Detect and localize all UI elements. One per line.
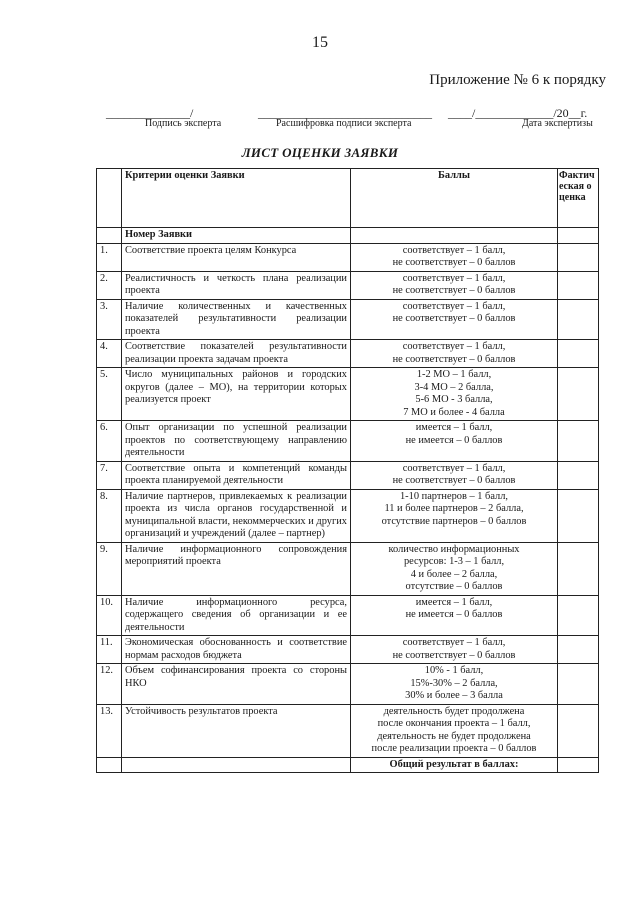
criterion-cell: Экономическая обоснованность и соответствие нормам расходов бюджета	[122, 636, 351, 664]
row-number: 4.	[97, 340, 122, 368]
score-line: не соответствует – 0 баллов	[392, 285, 516, 296]
score-line: 4 и более – 2 балла,	[410, 568, 498, 580]
score-line: 1-2 МО – 1 балл,	[416, 369, 492, 380]
date-line: ____/_____________/20__г.	[448, 106, 588, 120]
criterion-cell: Опыт организации по успешной реализации проектов по соответствующему направлению деятельности	[122, 421, 351, 462]
score-line: имеется – 1 балл,	[415, 422, 493, 433]
score-line: 15%-30% – 2 балла,	[410, 677, 498, 689]
table-row	[97, 704, 599, 757]
score-cell	[351, 243, 558, 271]
table-row	[97, 299, 599, 340]
total-empty-cell	[97, 757, 122, 773]
application-number-row	[97, 228, 599, 244]
appendix-note: Приложение № 6 к порядку	[429, 72, 606, 88]
score-cell	[351, 489, 558, 542]
score-line: соответствует – 1 балл,	[402, 244, 506, 256]
score-cell	[351, 368, 558, 421]
total-score-input[interactable]	[558, 757, 599, 773]
row-number: 5.	[97, 368, 122, 421]
score-cell	[351, 636, 558, 664]
score-line: не соответствует – 0 баллов	[392, 257, 516, 268]
score-cell	[351, 704, 558, 757]
score-line: соответствует – 1 балл,	[402, 462, 506, 474]
header-score: Баллы	[351, 169, 558, 228]
row-number: 1.	[97, 243, 122, 271]
score-line: 7 МО и более - 4 балла	[403, 406, 505, 418]
total-row	[97, 757, 599, 773]
score-line: соответствует – 1 балл,	[402, 300, 506, 312]
evaluation-table	[96, 168, 599, 773]
actual-score-input[interactable]	[558, 368, 599, 421]
table-row	[97, 340, 599, 368]
actual-score-input[interactable]	[558, 542, 599, 595]
actual-score-input[interactable]	[558, 704, 599, 757]
table-row	[97, 595, 599, 636]
score-cell	[351, 542, 558, 595]
score-cell	[351, 299, 558, 340]
actual-score-input[interactable]	[558, 489, 599, 542]
criterion-cell: Реалистичность и четкость плана реализации проекта	[122, 271, 351, 299]
table-row	[97, 542, 599, 595]
signature-line: ______________/	[106, 106, 194, 120]
score-line: 30% и более – 3 балла	[405, 690, 503, 701]
score-line: 11 и более партнеров – 2 балла,	[384, 503, 524, 514]
table-row	[97, 664, 599, 705]
date-caption: Дата экспертизы	[522, 118, 593, 129]
actual-score-input[interactable]	[558, 421, 599, 462]
score-line: не соответствует – 0 баллов	[392, 475, 516, 486]
score-line: не имеется – 0 баллов	[405, 609, 503, 620]
row-number: 2.	[97, 271, 122, 299]
actual-score-input[interactable]	[558, 299, 599, 340]
signature-caption: Подпись эксперта	[145, 118, 222, 129]
criterion-cell: Соответствие показателей результативности реализации проекта задачам проекта	[122, 340, 351, 368]
actual-score-input[interactable]	[558, 340, 599, 368]
score-line: 3-4 МО – 2 балла,	[414, 381, 494, 393]
actual-score-input[interactable]	[558, 243, 599, 271]
subheader-number-cell	[97, 228, 122, 244]
header-number-cell	[97, 169, 122, 228]
criterion-cell: Соответствие опыта и компетенций команды проекта планируемой деятельности	[122, 461, 351, 489]
score-line: после окончания проекта – 1 балл,	[377, 718, 531, 729]
actual-score-input[interactable]	[558, 664, 599, 705]
score-cell	[351, 461, 558, 489]
score-line: соответствует – 1 балл,	[402, 341, 506, 352]
application-number-label: Номер Заявки	[122, 228, 351, 244]
row-number: 12.	[97, 664, 122, 705]
table-row	[97, 243, 599, 271]
row-number: 11.	[97, 636, 122, 664]
score-cell	[351, 271, 558, 299]
score-line: соответствует – 1 балл,	[402, 272, 506, 284]
header-actual: Фактическая оценка	[558, 169, 599, 228]
criterion-cell: Устойчивость результатов проекта	[122, 704, 351, 757]
score-line: 1-10 партнеров – 1 балл,	[399, 490, 509, 502]
score-line: имеется – 1 балл,	[415, 596, 493, 608]
score-line: количество информационных	[388, 543, 520, 555]
row-number: 7.	[97, 461, 122, 489]
criterion-cell: Соответствие проекта целям Конкурса	[122, 243, 351, 271]
table-row	[97, 271, 599, 299]
score-line: отсутствие партнеров – 0 баллов	[381, 515, 527, 527]
criterion-cell: Наличие партнеров, привлекаемых к реализации проекта из числа органов государственной и муниципальной власти, некоммерческих и других организаций и учреждений (далее – партнер)	[122, 489, 351, 542]
table-row	[97, 368, 599, 421]
score-cell	[351, 421, 558, 462]
decode-line: _____________________________	[258, 106, 432, 120]
criterion-cell: Наличие количественных и качественных показателей результативности реализации проекта	[122, 299, 351, 340]
actual-score-input[interactable]	[558, 595, 599, 636]
row-number: 9.	[97, 542, 122, 595]
score-line: не соответствует – 0 баллов	[392, 353, 516, 365]
application-number-score-cell	[351, 228, 558, 244]
actual-score-input[interactable]	[558, 271, 599, 299]
score-line: после реализации проекта – 0 баллов	[371, 743, 537, 754]
actual-score-input[interactable]	[558, 636, 599, 664]
table-row	[97, 421, 599, 462]
score-cell	[351, 340, 558, 368]
score-line: не соответствует – 0 баллов	[392, 313, 516, 324]
row-number: 10.	[97, 595, 122, 636]
criterion-cell: Наличие информационного ресурса, содержащего сведения об организации и ее деятельности	[122, 595, 351, 636]
score-line: деятельность будет продолжена	[383, 705, 525, 717]
row-number: 8.	[97, 489, 122, 542]
table-header-row	[97, 169, 599, 228]
score-cell	[351, 664, 558, 705]
score-line: ресурсов: 1-3 – 1 балл,	[403, 556, 505, 567]
score-cell	[351, 595, 558, 636]
criterion-cell: Наличие информационного сопровождения мероприятий проекта	[122, 542, 351, 595]
application-number-input[interactable]	[558, 228, 599, 244]
score-line: не соответствует – 0 баллов	[392, 649, 516, 661]
actual-score-input[interactable]	[558, 461, 599, 489]
table-row	[97, 636, 599, 664]
score-line: 10% - 1 балл,	[424, 665, 484, 676]
page-number: 15	[312, 34, 328, 51]
row-number: 6.	[97, 421, 122, 462]
sheet-title: ЛИСТ ОЦЕНКИ ЗАЯВКИ	[241, 145, 399, 160]
score-line: 5-6 МО - 3 балла,	[415, 394, 493, 405]
row-number: 13.	[97, 704, 122, 757]
score-line: не имеется – 0 баллов	[405, 434, 503, 446]
score-line: деятельность не будет продолжена	[377, 730, 531, 742]
decode-caption: Расшифровка подписи эксперта	[276, 118, 412, 129]
total-empty-criterion	[122, 757, 351, 773]
criterion-cell: Объем софинансирования проекта со стороны НКО	[122, 664, 351, 705]
header-criteria: Критерии оценки Заявки	[122, 169, 351, 228]
criterion-cell: Число муниципальных районов и городских округов (далее – МО), на территории которых реализуется проект	[122, 368, 351, 421]
score-line: отсутствие – 0 баллов	[405, 581, 503, 592]
score-line: соответствует – 1 балл,	[402, 637, 506, 648]
total-label: Общий результат в баллах:	[351, 757, 558, 773]
table-row	[97, 461, 599, 489]
table-row	[97, 489, 599, 542]
row-number: 3.	[97, 299, 122, 340]
